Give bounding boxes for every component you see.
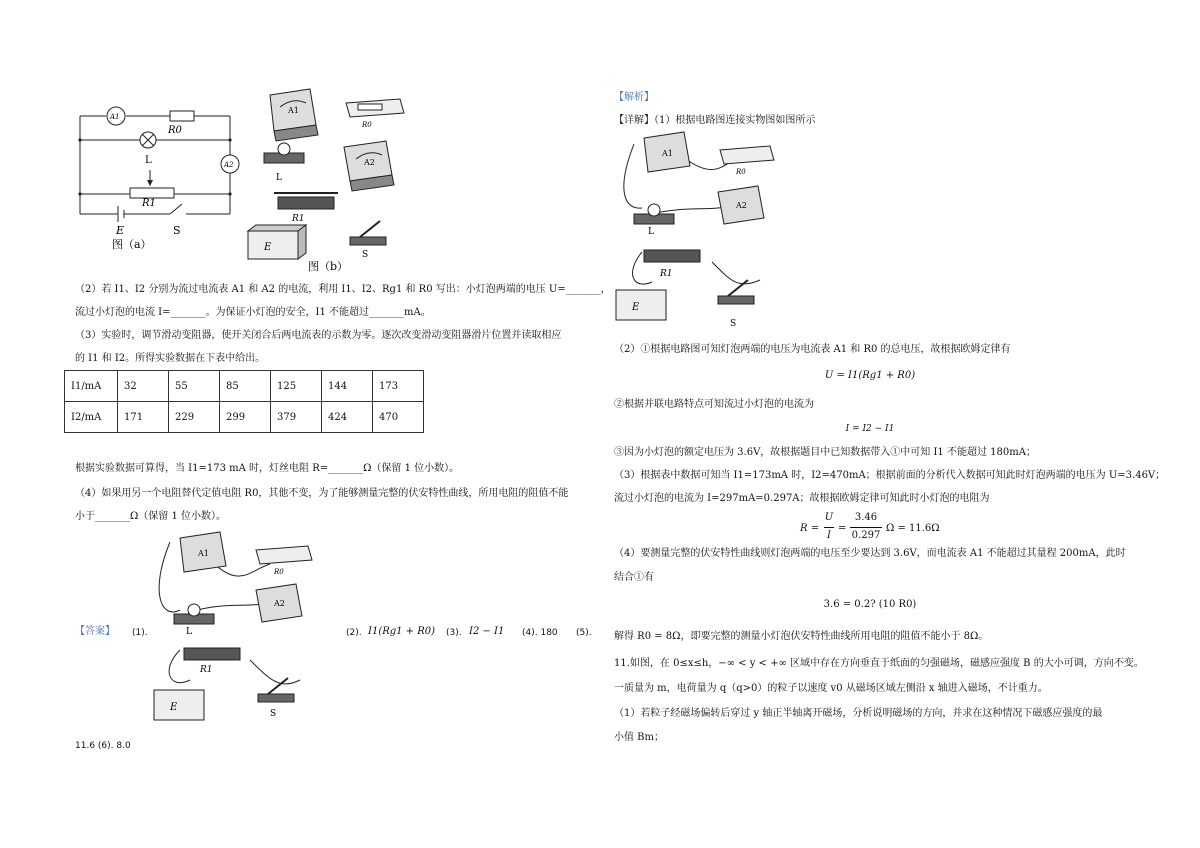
q3-line1: （3）实验时，调节滑动变阻器，使开关闭合后两电流表的示数为零。逐次改变滑动变阻器滑片位置并读取相应 xyxy=(75,330,562,341)
eq3-bar2 xyxy=(850,527,882,528)
q11-line2: 一质量为 m，电荷量为 q（q>0）的粒子以速度 v0 从磁场区域左侧沿 x 轴进入磁场，不计重力。 xyxy=(614,683,1048,694)
answer-4: (4). 180 xyxy=(522,628,558,638)
fig-b-r1: R1 xyxy=(292,214,305,224)
ans-fig-r1: R1 xyxy=(200,665,213,675)
fig-b-s: S xyxy=(362,250,369,260)
answer-1: (1). xyxy=(132,628,148,638)
table-cell: 55 xyxy=(169,371,220,402)
data-table xyxy=(64,370,424,433)
answer-2: (2). xyxy=(346,628,362,638)
p3-line2: 流过小灯泡的电流为 I=297mA=0.297A；故根据欧姆定律可知此时小灯泡的电阻为 xyxy=(614,493,990,504)
eq3-right: Ω = 11.6Ω xyxy=(886,523,940,534)
label-r1: R1 xyxy=(142,198,156,209)
label-a2: A2 xyxy=(224,161,234,169)
answer-3: (3). xyxy=(446,628,462,638)
sol-fig-s: S xyxy=(730,319,737,329)
solution-apparatus-figure xyxy=(612,130,782,330)
ans-fig-e: E xyxy=(170,702,178,713)
answer-apparatus-figure xyxy=(150,530,320,730)
p3-line1: （3）根据表中数据可知当 I1=173mA 时，I2=470mA；根据前面的分析代入数据可知此时灯泡两端的电压为 U=3.46V； xyxy=(614,470,1166,481)
q11-line1: 11.如图，在 0≤x≤h，−∞ < y < +∞ 区域中存在方向垂直于纸面的匀强磁场，磁感应强度 B 的大小可调，方向不变。 xyxy=(614,658,1144,669)
table-cell: 173 xyxy=(373,371,424,402)
eq2: I = I2 − I1 xyxy=(845,424,895,434)
eq3 xyxy=(800,512,940,546)
q2-line1: （2）若 I1、I2 分别为流过电流表 A1 和 A2 的电流，利用 I1、I2、Rg1 和 R0 写出：小灯泡两端的电压 U=_______， xyxy=(75,284,611,295)
sol-fig-r0: R0 xyxy=(736,168,746,176)
eq3-bar1 xyxy=(824,527,834,528)
q4-line2: 小于_______Ω（保留 1 位小数）。 xyxy=(75,511,227,522)
answer-5: (5). xyxy=(576,628,592,638)
answer-2-expr: I1(Rg1 + R0) xyxy=(368,626,436,637)
p2-line1: （2）①根据电路图可知灯泡两端的电压为电流表 A1 和 R0 的总电压，故根据欧姆定律有 xyxy=(614,344,1011,355)
fig-b-l: L xyxy=(276,173,282,183)
table-cell: 144 xyxy=(322,371,373,402)
fig-b-caption: 图（b） xyxy=(308,260,349,273)
q11-line3: （1）若粒子经磁场偏转后穿过 y 轴正半轴离开磁场，分析说明磁场的方向，并求在这种情况下磁感应强度的最 xyxy=(614,708,1103,719)
p4-line2: 结合①有 xyxy=(614,572,654,583)
answer-tag: 【答案】 xyxy=(75,626,115,637)
table-row xyxy=(65,371,424,402)
table-cell: 299 xyxy=(220,402,271,433)
eq4: 3.6 = 0.2? (10 R0) xyxy=(823,599,917,610)
p4-line1: （4）要测量完整的伏安特性曲线则灯泡两端的电压至少要达到 3.6V，而电流表 A1 不能超过其量程 200mA，此时 xyxy=(614,548,1126,559)
sol-fig-a2: A2 xyxy=(736,201,747,210)
p2-line2: ②根据并联电路特点可知流过小灯泡的电流为 xyxy=(614,399,814,410)
table-cell: 379 xyxy=(271,402,322,433)
eq3-den1: I xyxy=(827,530,831,541)
q2-line2: 流过小灯泡的电流 I=_______。为保证小灯泡的安全，I1 不能超过_______mA。 xyxy=(75,307,431,318)
answer-3-expr: I2 − I1 xyxy=(469,626,505,637)
sol-fig-a1: A1 xyxy=(662,149,673,158)
fig-b-a1: A1 xyxy=(288,106,299,115)
fig-a-caption: 图（a） xyxy=(112,238,152,251)
p4-line3: 解得 R0 = 8Ω，即要完整的测量小灯泡伏安特性曲线所用电阻的阻值不能小于 8Ω。 xyxy=(614,631,989,642)
table-cell: 32 xyxy=(118,371,169,402)
detail-line: 【详解】（1）根据电路图连接实物图如图所示 xyxy=(614,115,816,126)
table-cell: I2/mA xyxy=(65,402,118,433)
eq3-num2: 3.46 xyxy=(854,512,878,523)
table-cell: 424 xyxy=(322,402,373,433)
table-cell: 470 xyxy=(373,402,424,433)
q4-line1: （4）如果用另一个电阻替代定值电阻 R0，其他不变，为了能够测量完整的伏安特性曲线，所用电阻的阻值不能 xyxy=(75,488,569,499)
eq1: U = I1(Rg1 + R0) xyxy=(824,370,916,381)
label-r0: R0 xyxy=(168,125,182,136)
eq3-mid: = xyxy=(838,523,847,534)
circuit-diagram-a xyxy=(70,100,250,260)
fig-b-e: E xyxy=(264,242,272,253)
q3-line2: 的 I1 和 I2。所得实验数据在下表中给出。 xyxy=(75,353,266,364)
ans-fig-l: L xyxy=(186,627,192,637)
table-cell: 171 xyxy=(118,402,169,433)
calc-line: 根据实验数据可算得，当 I1=173 mA 时，灯丝电阻 R=_______Ω（保留 1 位小数）。 xyxy=(75,463,460,474)
eq3-den2: 0.297 xyxy=(851,530,881,541)
sol-fig-r1: R1 xyxy=(660,269,673,279)
ans-fig-a2: A2 xyxy=(274,599,285,608)
sol-fig-e: E xyxy=(632,302,640,313)
label-e: E xyxy=(116,224,125,237)
ans-fig-a1: A1 xyxy=(198,549,209,558)
ans-fig-r0: R0 xyxy=(274,568,284,576)
answer-tail: 11.6 (6). 8.0 xyxy=(75,741,131,751)
table-cell: 125 xyxy=(271,371,322,402)
table-cell: I1/mA xyxy=(65,371,118,402)
label-a1: A1 xyxy=(110,113,120,121)
apparatus-figure-b xyxy=(240,85,420,275)
ans-fig-s: S xyxy=(270,709,277,719)
sol-fig-l: L xyxy=(648,227,654,237)
table-cell: 229 xyxy=(169,402,220,433)
fig-b-a2: A2 xyxy=(364,158,375,167)
label-s: S xyxy=(173,224,181,237)
eq3-left: R = xyxy=(800,523,820,534)
q11-line4: 小值 Bm； xyxy=(614,732,665,743)
table-row xyxy=(65,402,424,433)
analysis-tag: 【解析】 xyxy=(614,92,654,103)
label-l: L xyxy=(145,155,152,166)
fig-b-r0: R0 xyxy=(362,121,372,129)
p2-line3: ③因为小灯泡的额定电压为 3.6V，故根据题目中已知数据带入①中可知 I1 不能超过 180mA； xyxy=(614,447,1036,458)
eq3-num1: U xyxy=(824,512,834,523)
table-cell: 85 xyxy=(220,371,271,402)
